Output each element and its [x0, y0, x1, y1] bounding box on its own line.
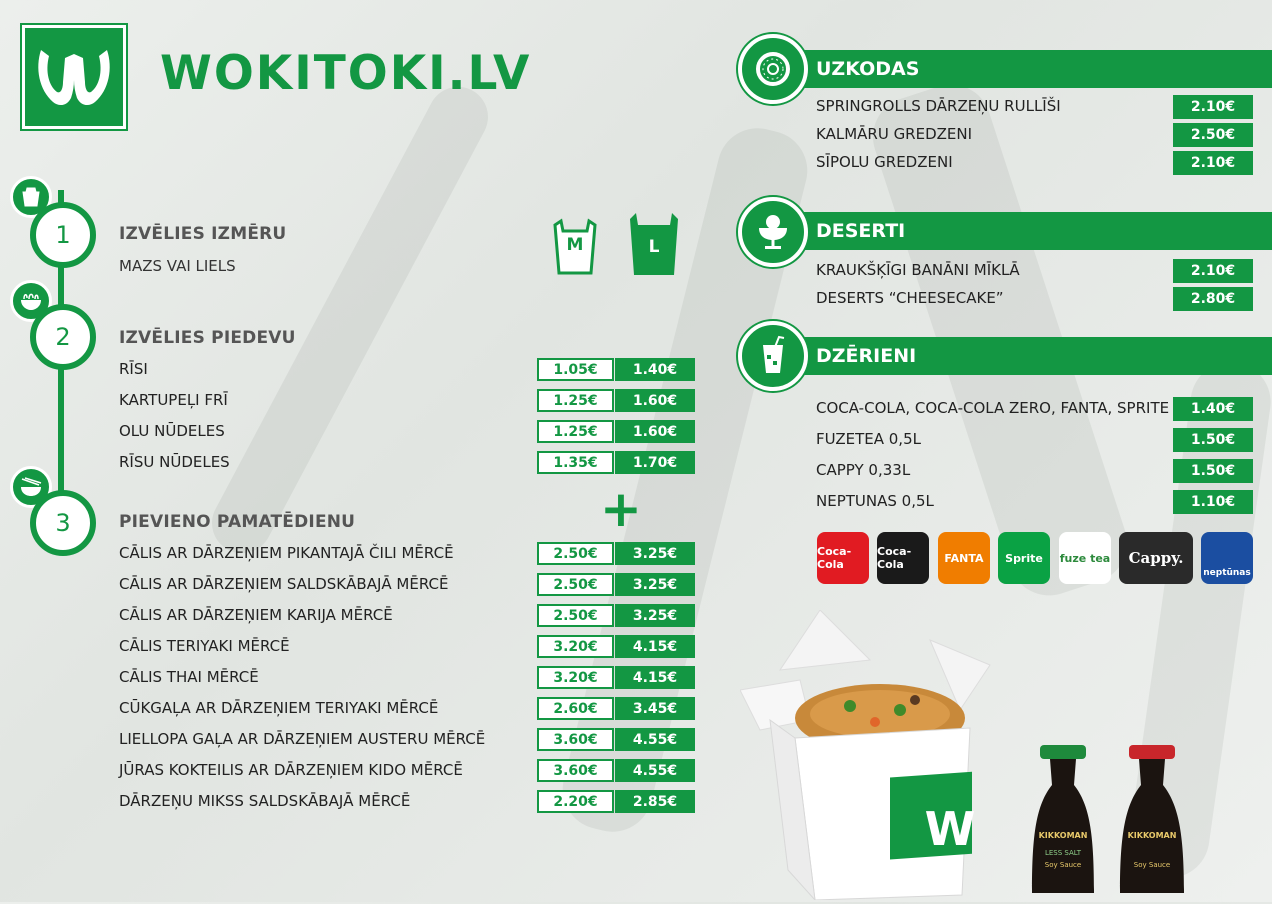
snack-price: 2.50€ — [1173, 123, 1253, 147]
side-price-l: 1.70€ — [615, 451, 695, 474]
bottle-1-line: LESS SALT — [1044, 849, 1081, 857]
sprite-logo: Sprite — [998, 532, 1050, 584]
side-price-m: 1.25€ — [537, 389, 614, 412]
drink-glass-icon — [738, 321, 808, 391]
size-l-label: L — [648, 237, 660, 257]
side-price-l: 1.60€ — [615, 420, 695, 443]
side-price-l: 1.40€ — [615, 358, 695, 381]
plus-sign: + — [600, 480, 642, 538]
main-price-l: 3.25€ — [615, 542, 695, 565]
main-price-l: 4.55€ — [615, 728, 695, 751]
drink-name: NEPTUNAS 0,5L — [816, 492, 934, 510]
main-name: DĀRZEŅU MIKSS SALDSKĀBAJĀ MĒRCĒ — [119, 792, 411, 810]
main-price-m: 2.50€ — [537, 604, 614, 627]
main-name: CĀLIS TERIYAKI MĒRCĒ — [119, 637, 290, 655]
logo-w-icon — [25, 28, 123, 126]
bottle-1-type: Soy Sauce — [1044, 861, 1082, 869]
main-price-m: 3.60€ — [537, 728, 614, 751]
snack-name: SĪPOLU GREDZENI — [816, 153, 953, 171]
main-name: CŪKGAĻA AR DĀRZEŅIEM TERIYAKI MĒRCĒ — [119, 699, 439, 717]
soy-sauce-bottle-green — [1028, 745, 1098, 897]
main-price-l: 3.45€ — [615, 697, 695, 720]
size-m-label: M — [566, 235, 584, 255]
dessert-name: DESERTS “CHEESECAKE” — [816, 289, 1004, 307]
drink-name: FUZETEA 0,5L — [816, 430, 921, 448]
step-3-number: 3 — [30, 490, 96, 556]
box-logo-letter: W — [924, 802, 976, 856]
coca-cola-zero-logo: Coca-Cola — [877, 532, 929, 584]
side-name: KARTUPEĻI FRĪ — [119, 391, 228, 409]
main-price-l: 3.25€ — [615, 573, 695, 596]
step-3-title: PIEVIENO PAMATĒDIENU — [119, 512, 356, 532]
main-price-m: 3.60€ — [537, 759, 614, 782]
donut-icon — [738, 34, 808, 104]
main-price-m: 3.20€ — [537, 666, 614, 689]
side-name: OLU NŪDELES — [119, 422, 225, 440]
desserts-header: DESERTI — [800, 212, 1272, 250]
logo — [22, 25, 126, 129]
drink-price: 1.10€ — [1173, 490, 1253, 514]
snack-price: 2.10€ — [1173, 95, 1253, 119]
side-price-m: 1.25€ — [537, 420, 614, 443]
size-m-box — [551, 217, 599, 277]
coca-cola-logo: Coca-Cola — [817, 532, 869, 584]
main-price-m: 2.20€ — [537, 790, 614, 813]
step-2-number: 2 — [30, 304, 96, 370]
main-price-l: 2.85€ — [615, 790, 695, 813]
side-name: RĪSI — [119, 360, 148, 378]
soy-sauce-bottle-red — [1116, 745, 1188, 897]
neptunas-logo: neptūnas — [1201, 532, 1253, 584]
main-price-m: 2.50€ — [537, 573, 614, 596]
main-name: CĀLIS THAI MĒRCĒ — [119, 668, 259, 686]
size-l-box — [626, 211, 682, 277]
side-name: RĪSU NŪDELES — [119, 453, 230, 471]
main-name: CĀLIS AR DĀRZEŅIEM SALDSKĀBAJĀ MĒRCĒ — [119, 575, 449, 593]
main-price-m: 2.60€ — [537, 697, 614, 720]
snack-price: 2.10€ — [1173, 151, 1253, 175]
bottle-1-brand: KIKKOMAN — [1038, 831, 1088, 840]
snack-name: KALMĀRU GREDZENI — [816, 125, 973, 143]
bottle-2-brand: KIKKOMAN — [1127, 831, 1177, 840]
side-price-l: 1.60€ — [615, 389, 695, 412]
dessert-price: 2.10€ — [1173, 259, 1253, 283]
fanta-logo: FANTA — [938, 532, 990, 584]
main-name: CĀLIS AR DĀRZEŅIEM KARIJA MĒRCĒ — [119, 606, 393, 624]
drink-price: 1.50€ — [1173, 428, 1253, 452]
main-price-l: 4.15€ — [615, 635, 695, 658]
snacks-header: UZKODAS — [800, 50, 1272, 88]
bottle-2-type: Soy Sauce — [1133, 861, 1171, 869]
main-name: JŪRAS KOKTEILIS AR DĀRZEŅIEM KIDO MĒRCĒ — [119, 761, 463, 779]
site-title: WOKITOKI.LV — [160, 46, 532, 101]
step-1-title: IZVĒLIES IZMĒRU — [119, 224, 287, 244]
side-price-m: 1.05€ — [537, 358, 614, 381]
dessert-price: 2.80€ — [1173, 287, 1253, 311]
main-name: LIELLOPA GAĻA AR DĀRZEŅIEM AUSTERU MĒRCĒ — [119, 730, 486, 748]
step-2-title: IZVĒLIES PIEDEVU — [119, 328, 296, 348]
main-price-m: 3.20€ — [537, 635, 614, 658]
ice-cream-glass-icon — [738, 197, 808, 267]
drink-name: COCA-COLA, COCA-COLA ZERO, FANTA, SPRITE — [816, 399, 1170, 417]
side-price-m: 1.35€ — [537, 451, 614, 474]
main-name: CĀLIS AR DĀRZEŅIEM PIKANTAJĀ ČILI MĒRCĒ — [119, 544, 454, 562]
dessert-name: KRAUKŠĶĪGI BANĀNI MĪKLĀ — [816, 261, 1020, 279]
snack-name: SPRINGROLLS DĀRZEŅU RULLĪŠI — [816, 97, 1061, 115]
step-1-subtitle: MAZS VAI LIELS — [119, 257, 236, 275]
drinks-header: DZĒRIENI — [800, 337, 1272, 375]
main-price-l: 3.25€ — [615, 604, 695, 627]
noodle-box-image — [740, 610, 1040, 900]
main-price-l: 4.55€ — [615, 759, 695, 782]
step-1-number: 1 — [30, 202, 96, 268]
fuze-tea-logo: fuze tea — [1059, 532, 1111, 584]
main-price-m: 2.50€ — [537, 542, 614, 565]
drink-name: CAPPY 0,33L — [816, 461, 911, 479]
cappy-logo: Cappy. — [1119, 532, 1193, 584]
drink-price: 1.40€ — [1173, 397, 1253, 421]
drink-price: 1.50€ — [1173, 459, 1253, 483]
main-price-l: 4.15€ — [615, 666, 695, 689]
